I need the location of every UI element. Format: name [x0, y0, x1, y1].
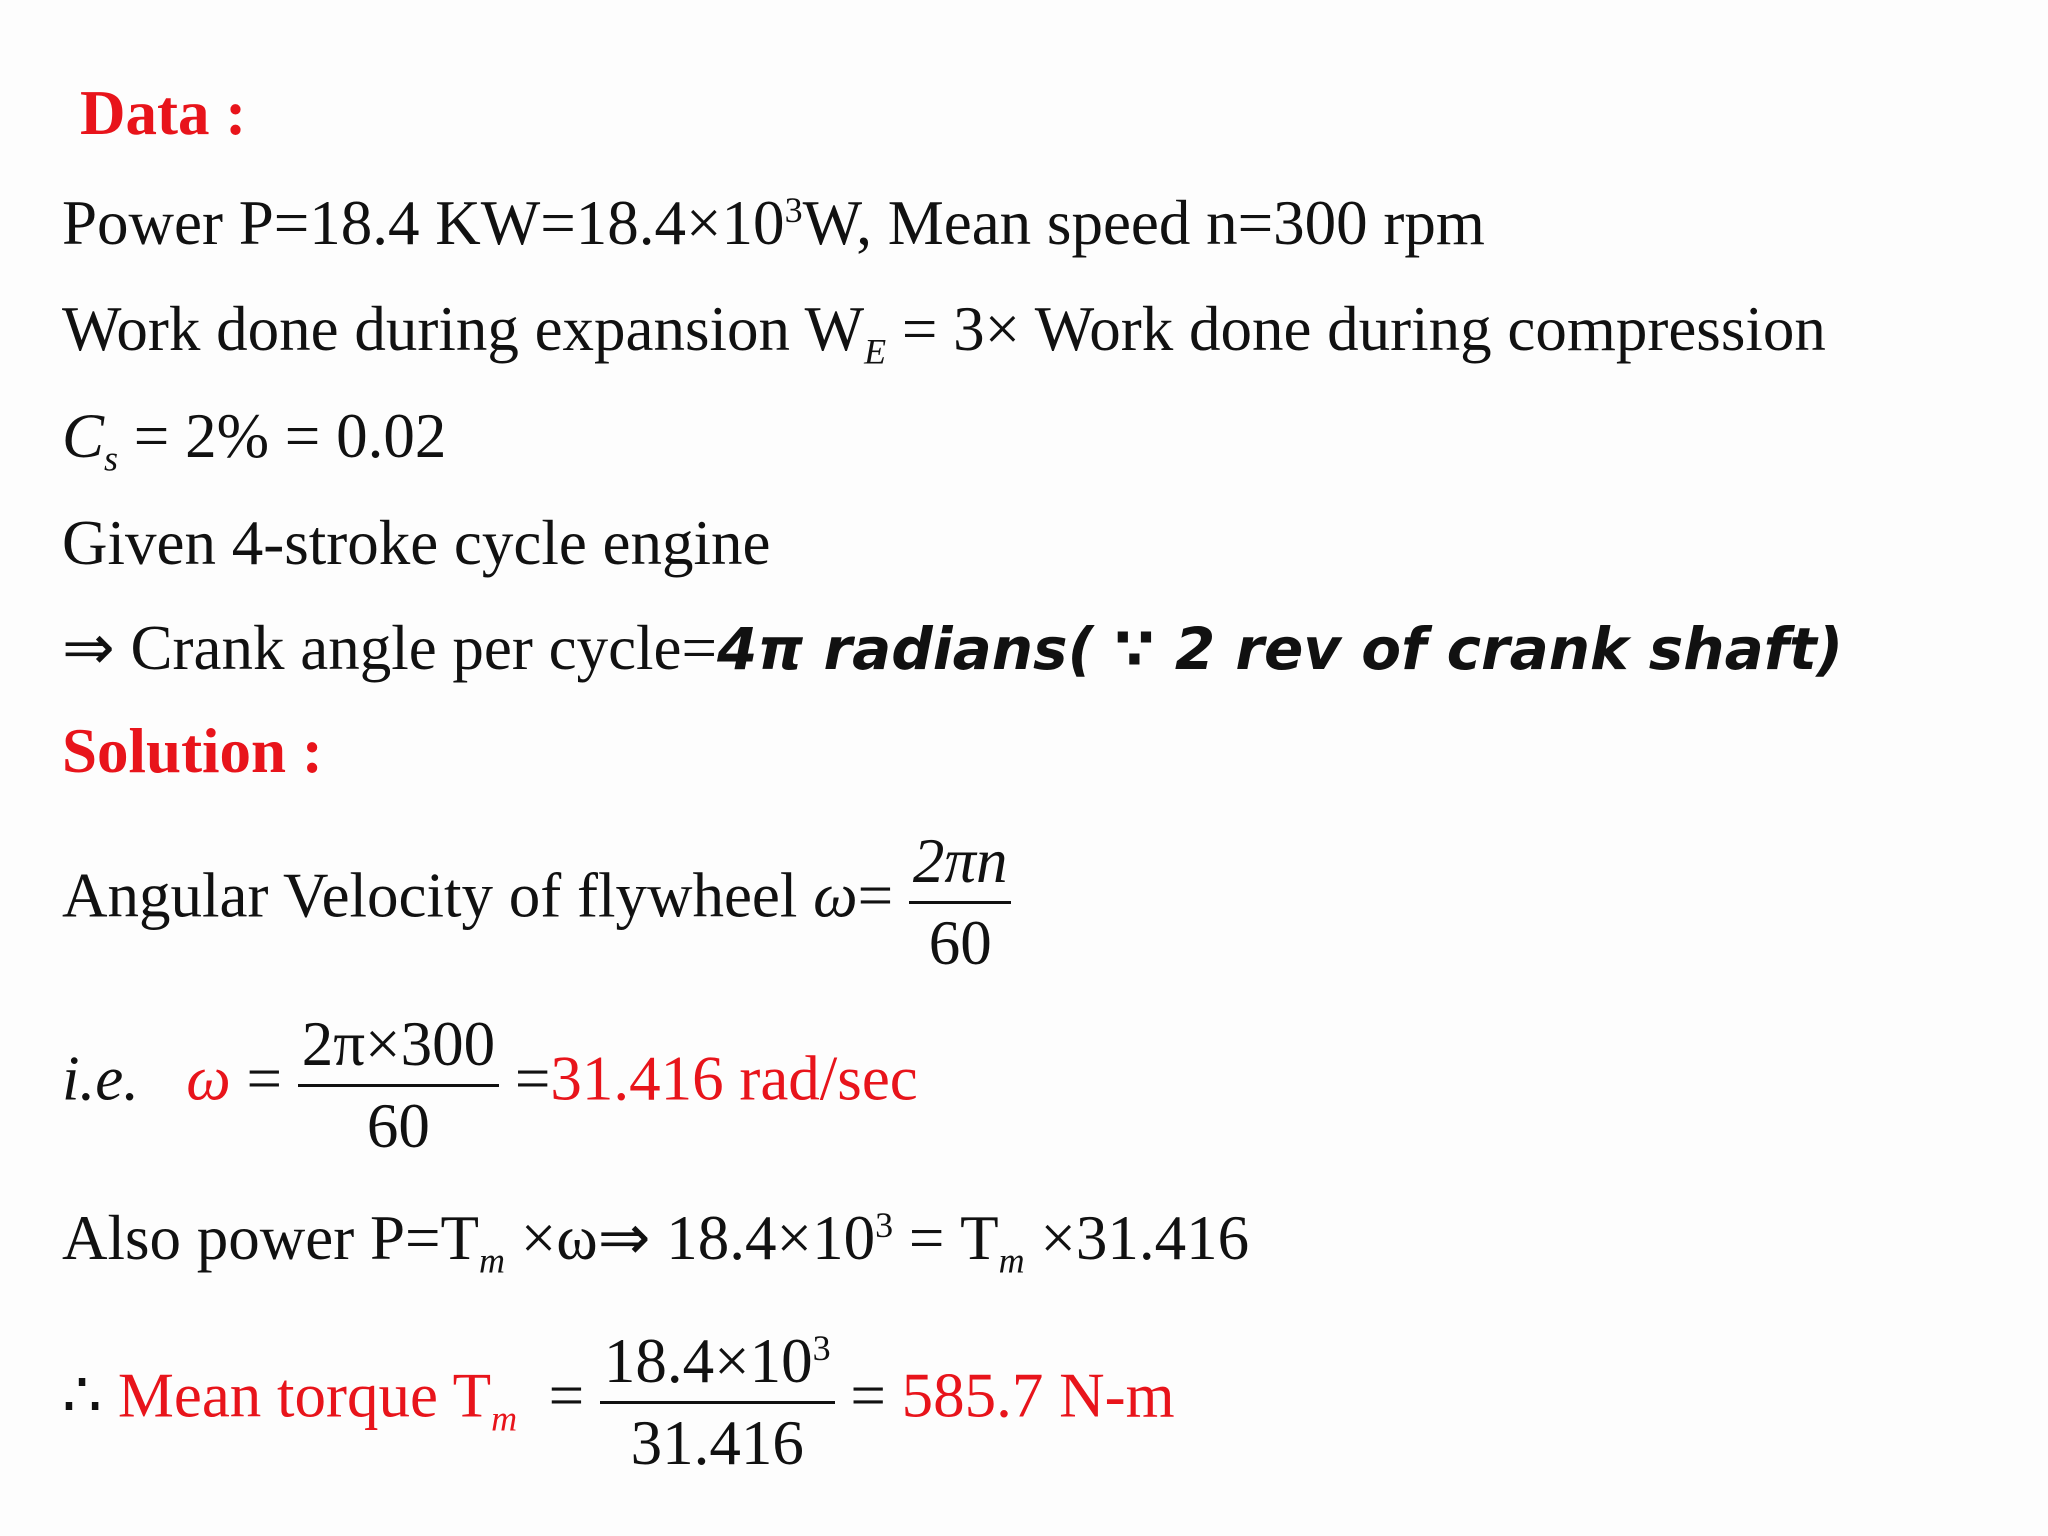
data-heading: Data : — [80, 78, 247, 148]
torque-fraction — [600, 1322, 835, 1483]
omega-symbol: ω — [813, 860, 858, 931]
angular-fraction — [909, 822, 1012, 983]
crank-line — [62, 613, 1844, 683]
also-equals: = T — [893, 1203, 999, 1273]
equals-sign: = — [246, 1043, 282, 1114]
power-line — [62, 188, 1485, 258]
cs-value: = 2% = 0.02 — [118, 401, 447, 471]
work-line — [62, 294, 1826, 372]
omega-result: 31.416 rad/sec — [550, 1043, 918, 1114]
power-exponent: 3 — [875, 1205, 894, 1245]
crank-text: ⇒ Crank angle per cycle= — [62, 613, 718, 683]
cs-line — [62, 401, 447, 479]
given-line: Given 4-stroke cycle engine — [62, 508, 771, 578]
equals-sign: = — [514, 1043, 551, 1114]
also-relation: ×ω⇒ 18.4×10 — [505, 1203, 876, 1273]
also-value: ×31.416 — [1024, 1203, 1250, 1273]
omega-fraction — [298, 1005, 499, 1166]
ie-prefix: i.e. — [62, 1043, 139, 1114]
crank-angle-value: 4π radians( ∵ 2 rev of crank shaft) — [717, 615, 1844, 683]
equals-sign: = — [857, 860, 894, 931]
equals-sign: = — [850, 1360, 886, 1431]
torque-subscript: m — [998, 1240, 1025, 1281]
torque-subscript: m — [479, 1240, 506, 1281]
equals-sign: = — [548, 1360, 585, 1431]
numerator-text: 18.4×10 — [603, 1326, 813, 1396]
fraction-numerator — [600, 1322, 835, 1401]
work-subscript: E — [864, 331, 887, 372]
power-text: Power P=18.4 KW=18.4×10 — [62, 188, 785, 258]
torque-label: Mean torque T — [102, 1360, 492, 1431]
solution-heading: Solution : — [62, 716, 323, 786]
speed-text: W, Mean speed n=300 rpm — [802, 188, 1485, 258]
fraction-denominator: 60 — [928, 907, 992, 978]
fraction-numerator: 2πn — [912, 826, 1008, 896]
cs-symbol: C — [62, 401, 105, 471]
torque-subscript: m — [491, 1398, 518, 1439]
also-power-line — [62, 1203, 1250, 1281]
work-text: Work done during expansion W — [62, 294, 865, 364]
fraction-denominator: 60 — [366, 1090, 430, 1161]
work-relation: = 3× Work done during compression — [886, 294, 1826, 364]
fraction-numerator: 2π×300 — [301, 1009, 496, 1079]
numerator-exponent: 3 — [812, 1328, 831, 1368]
angular-label: Angular Velocity of flywheel — [62, 860, 814, 931]
therefore-symbol: ∴ — [62, 1360, 103, 1431]
torque-line — [62, 1322, 1175, 1483]
fraction-denominator: 31.416 — [630, 1407, 804, 1478]
ie-line — [62, 1005, 918, 1166]
cs-subscript: s — [104, 438, 119, 479]
power-exponent: 3 — [784, 190, 803, 230]
omega-symbol: ω — [186, 1043, 231, 1114]
angular-line — [62, 822, 1011, 983]
also-text: Also power P=T — [62, 1203, 480, 1273]
torque-result: 585.7 N-m — [901, 1360, 1175, 1431]
